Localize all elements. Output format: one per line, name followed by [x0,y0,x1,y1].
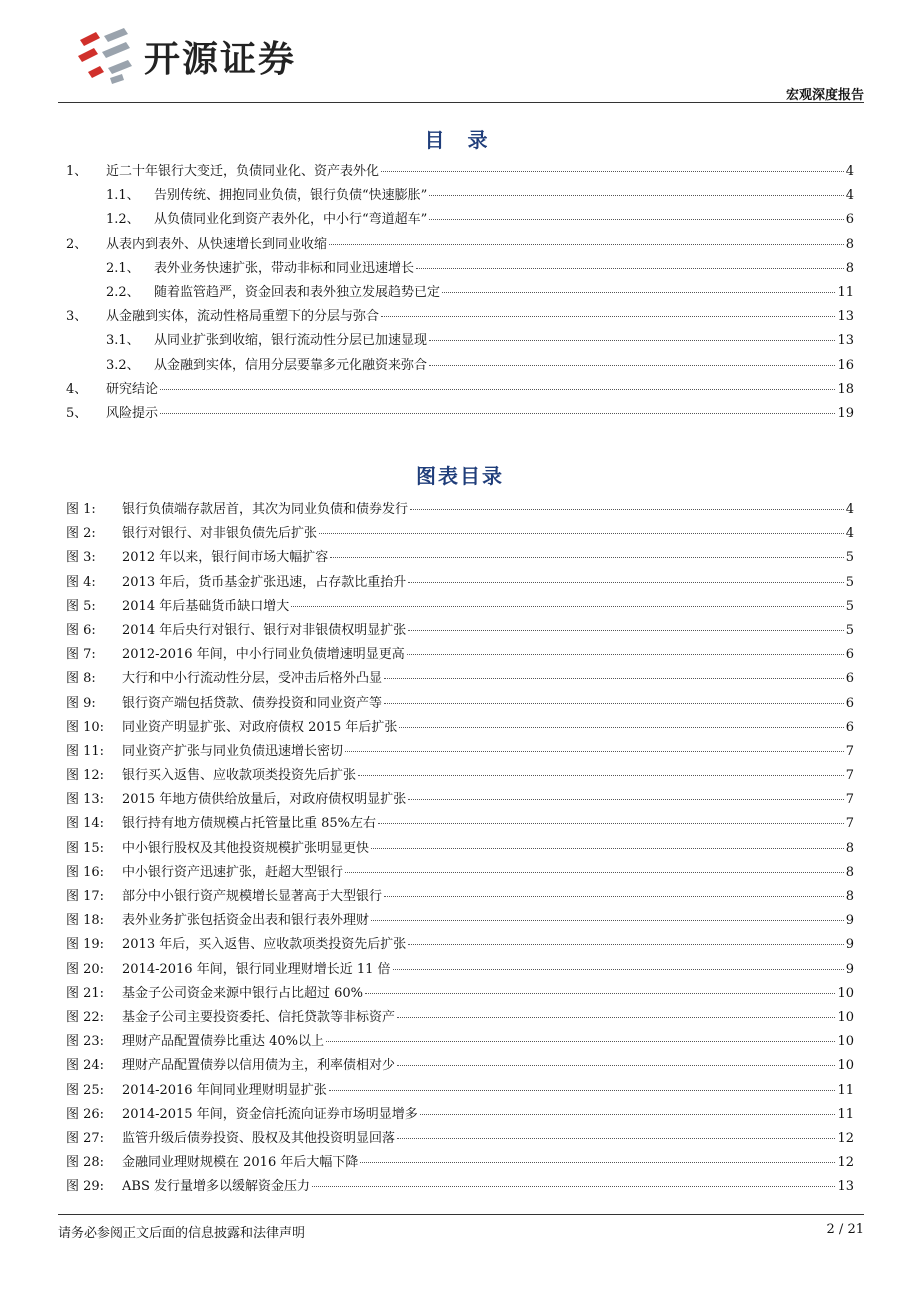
dot-leader [358,775,844,776]
figure-entry[interactable] [66,982,854,1006]
dot-leader [378,823,844,824]
entry-label: 告别传统、拥抱同业负债，银行负债“快速膨胀” [154,188,428,204]
page-header [58,18,864,104]
dot-leader [429,365,835,366]
figure-entry[interactable] [66,1127,854,1151]
dot-leader [408,630,844,631]
entry-label: 2015 年地方债供给放量后，对政府债权明显扩张 [122,792,407,808]
entry-page: 10 [837,1034,854,1050]
page-indicator: 2 / 21 [826,1222,864,1237]
entry-label: 银行对银行、对非银负债先后扩张 [122,526,318,542]
footer-disclaimer: 请务必参阅正文后面的信息披露和法律声明 [58,1226,306,1241]
dot-leader [429,219,843,220]
entry-label: 近二十年银行大变迁，负债同业化、资产表外化 [106,164,380,179]
entry-label: 银行负债端存款居首，其次为同业负债和债券发行 [122,502,409,517]
entry-number: 图 8: [66,671,96,687]
entry-label: 风险提示 [106,405,159,421]
entry-page: 12 [837,1155,854,1171]
entry-label: 基金子公司资金来源中银行占比超过 60% [122,985,364,1001]
entry-label: 从表内到表外、从快速增长到同业收缩 [106,236,328,252]
figure-entry[interactable] [66,1006,854,1030]
figure-entry[interactable] [66,643,854,667]
toc-entry[interactable] [66,208,854,232]
dot-leader [397,1017,835,1018]
figure-entry[interactable] [66,595,854,619]
figure-entry[interactable] [66,546,854,570]
toc-list [66,160,854,426]
dot-leader [326,1041,835,1042]
entry-page: 13 [837,1179,854,1195]
figures-list [66,498,854,1199]
entry-page: 4 [845,188,854,204]
entry-page: 6 [845,647,854,663]
figure-entry[interactable] [66,740,854,764]
dot-leader [345,751,844,752]
entry-page: 9 [845,937,854,953]
logo-mark-icon [74,26,136,86]
entry-page: 7 [845,743,854,759]
entry-page: 5 [845,550,854,566]
entry-number: 图 24: [66,1058,105,1074]
toc-entry[interactable] [66,233,854,257]
entry-number: 图 21: [66,985,105,1001]
entry-number: 3、 [66,309,88,325]
figures-title: 图表目录 [416,464,504,488]
entry-page: 11 [837,284,854,300]
figure-entry[interactable] [66,764,854,788]
entry-page: 5 [845,574,854,590]
entry-label: 同业资产明显扩张、对政府债权 2015 年后扩张 [122,719,398,735]
toc-title: 目 录 [424,128,496,152]
entry-number: 1、 [66,164,88,179]
entry-number: 2、 [66,236,88,252]
entry-page: 19 [837,405,854,421]
dot-leader [329,1090,836,1091]
report-type: 宏观深度报告 [785,88,864,103]
entry-number: 图 22: [66,1009,105,1025]
entry-label: 同业资产扩张与同业负债迅速增长密切 [122,743,344,759]
entry-page: 12 [837,1130,854,1146]
entry-page: 5 [845,598,854,614]
entry-label: 金融同业理财规模在 2016 年后大幅下降 [122,1155,359,1171]
entry-number: 图 12: [66,768,105,784]
dot-leader [408,944,844,945]
figure-entry[interactable] [66,716,854,740]
entry-label: 从金融到实体，信用分层要靠多元化融资来弥合 [154,357,428,373]
entry-number: 图 13: [66,792,105,808]
entry-number: 图 19: [66,937,105,953]
entry-number: 图 27: [66,1130,105,1146]
entry-page: 13 [837,333,854,349]
entry-page: 6 [845,719,854,735]
entry-number: 5、 [66,405,88,421]
entry-page: 11 [837,1082,854,1098]
dot-leader [371,848,844,849]
entry-page: 8 [845,236,854,252]
entry-page: 6 [845,212,854,228]
dot-leader [360,1162,835,1163]
entry-page: 8 [845,864,854,880]
entry-number: 图 2: [66,526,96,542]
entry-page: 10 [837,985,854,1001]
entry-label: 理财产品配置债券比重达 40%以上 [122,1034,325,1050]
dot-leader [291,606,844,607]
dot-leader [420,1114,836,1115]
entry-page: 10 [837,1058,854,1074]
entry-label: 2012-2016 年间，中小行同业负债增速明显更高 [122,647,405,663]
dot-leader [381,171,844,172]
dot-leader [408,582,844,583]
entry-label: 2014-2016 年间同业理财明显扩张 [122,1082,327,1098]
entry-number: 图 11: [66,743,105,759]
toc-entry[interactable] [66,354,854,378]
entry-number: 图 3: [66,550,96,566]
entry-page: 4 [845,502,854,517]
entry-label: 监管升级后债券投资、股权及其他投资明显回落 [122,1130,396,1146]
entry-page: 7 [845,768,854,784]
entry-number: 图 6: [66,622,96,638]
dot-leader [397,1138,835,1139]
entry-label: 中小银行资产迅速扩张，赶超大型银行 [122,864,344,880]
entry-number: 图 5: [66,598,96,614]
entry-page: 7 [845,792,854,808]
figure-entry[interactable] [66,522,854,546]
dot-leader [408,799,844,800]
figure-entry[interactable] [66,1079,854,1103]
entry-page: 5 [845,622,854,638]
dot-leader [160,413,835,414]
entry-label: 银行持有地方债规模占托管量比重 85%左右 [122,816,377,832]
dot-leader [393,969,844,970]
figure-entry[interactable] [66,571,854,595]
entry-number: 1.2、 [106,212,140,228]
entry-label: 银行买入返售、应收款项类投资先后扩张 [122,768,357,784]
entry-label: 随着监管趋严，资金回表和表外独立发展趋势已定 [154,284,441,300]
entry-label: 2014 年后央行对银行、银行对非银债权明显扩张 [122,622,407,638]
toc-entry[interactable] [66,281,854,305]
figure-entry[interactable] [66,788,854,812]
entry-page: 8 [845,260,854,276]
entry-number: 图 10: [66,719,105,735]
figure-entry[interactable] [66,1103,854,1127]
entry-label: 2014-2015 年间，资金信托流向证券市场明显增多 [122,1106,418,1122]
entry-label: 2014 年后基础货币缺口增大 [122,598,290,614]
dot-leader [399,727,843,728]
entry-label: 理财产品配置债券以信用债为主，利率债相对少 [122,1058,396,1074]
entry-label: 大行和中小行流动性分层，受冲击后格外凸显 [122,671,383,687]
figure-entry[interactable] [66,958,854,982]
dot-leader [345,872,844,873]
entry-number: 图 26: [66,1106,105,1122]
header-divider [58,102,864,103]
figure-entry[interactable] [66,619,854,643]
dot-leader [330,557,844,558]
company-logo [74,26,296,86]
entry-label: 2014-2016 年间，银行同业理财增长近 11 倍 [122,961,391,977]
entry-label: 银行资产端包括贷款、债券投资和同业资产等 [122,695,383,711]
entry-label: 从金融到实体，流动性格局重塑下的分层与弥合 [106,309,380,325]
entry-label: 部分中小银行资产规模增长显著高于大型银行 [122,889,383,904]
figure-entry[interactable] [66,1054,854,1078]
entry-label: 从同业扩张到收缩，银行流动性分层已加速显现 [154,333,428,349]
entry-page: 9 [845,913,854,929]
figure-entry[interactable] [66,692,854,716]
figure-entry[interactable] [66,1175,854,1199]
entry-label: 研究结论 [106,381,159,397]
entry-number: 图 15: [66,840,105,856]
entry-number: 图 17: [66,889,105,904]
entry-label: 中小银行股权及其他投资规模扩张明显更快 [122,840,370,856]
entry-number: 图 4: [66,574,96,590]
entry-label: ABS 发行量增多以缓解资金压力 [122,1179,310,1195]
entry-label: 2013 年后，买入返售、应收款项类投资先后扩张 [122,937,407,953]
dot-leader [416,268,844,269]
toc-entry[interactable] [66,257,854,281]
dot-leader [371,920,844,921]
entry-page: 16 [837,357,854,373]
entry-page: 8 [845,840,854,856]
toc-entry[interactable] [66,378,854,402]
entry-page: 11 [837,1106,854,1122]
dot-leader [442,292,835,293]
toc-entry[interactable] [66,184,854,208]
entry-number: 图 20: [66,961,105,977]
footer-divider [58,1214,864,1215]
entry-label: 2012 年以来，银行间市场大幅扩容 [122,550,329,566]
entry-number: 图 23: [66,1034,105,1050]
entry-page: 9 [845,961,854,977]
entry-number: 图 18: [66,913,105,929]
dot-leader [319,533,844,534]
entry-page: 13 [837,309,854,325]
figure-entry[interactable] [66,909,854,933]
figure-entry[interactable] [66,1151,854,1175]
toc-entry[interactable] [66,160,854,184]
dot-leader [384,678,844,679]
toc-entry[interactable] [66,329,854,353]
logo-text: 开源证券 [144,38,297,80]
figure-entry[interactable] [66,837,854,861]
entry-page: 7 [845,816,854,832]
entry-page: 18 [837,381,854,397]
figure-entry[interactable] [66,812,854,836]
entry-label: 从负债同业化到资产表外化，中小行“弯道超车” [154,212,428,228]
entry-label: 表外业务扩张包括资金出表和银行表外理财 [122,913,370,929]
dot-leader [312,1186,835,1187]
dot-leader [384,703,844,704]
figure-entry[interactable] [66,1030,854,1054]
entry-number: 图 25: [66,1082,105,1098]
figure-entry[interactable] [66,498,854,522]
dot-leader [410,509,844,510]
dot-leader [329,244,844,245]
entry-page: 6 [845,671,854,687]
entry-label: 表外业务快速扩张，带动非标和同业迅速增长 [154,260,415,276]
figure-entry[interactable] [66,933,854,957]
entry-page: 4 [845,164,854,179]
entry-page: 10 [837,1009,854,1025]
entry-page: 8 [845,889,854,904]
entry-number: 3.1、 [106,333,140,349]
entry-number: 3.2、 [106,357,140,373]
dot-leader [429,340,835,341]
dot-leader [381,316,835,317]
figure-entry[interactable] [66,667,854,691]
entry-number: 图 16: [66,864,105,880]
entry-number: 图 1: [66,502,96,517]
entry-label: 2013 年后，货币基金扩张迅速，占存款比重抬升 [122,574,407,590]
entry-number: 图 7: [66,647,96,663]
dot-leader [407,654,844,655]
dot-leader [429,195,843,196]
figure-entry[interactable] [66,885,854,909]
entry-number: 2.1、 [106,260,140,276]
dot-leader [160,389,835,390]
entry-page: 6 [845,695,854,711]
figure-entry[interactable] [66,861,854,885]
toc-entry[interactable] [66,305,854,329]
entry-page: 4 [845,526,854,542]
entry-number: 4、 [66,381,88,397]
dot-leader [397,1065,835,1066]
toc-entry[interactable] [66,402,854,426]
entry-number: 图 14: [66,816,105,832]
entry-number: 图 29: [66,1179,105,1195]
entry-number: 图 28: [66,1155,105,1171]
entry-number: 1.1、 [106,188,140,204]
dot-leader [384,896,844,897]
entry-number: 2.2、 [106,284,140,300]
entry-label: 基金子公司主要投资委托、信托贷款等非标资产 [122,1009,396,1025]
entry-number: 图 9: [66,695,96,711]
dot-leader [365,993,835,994]
